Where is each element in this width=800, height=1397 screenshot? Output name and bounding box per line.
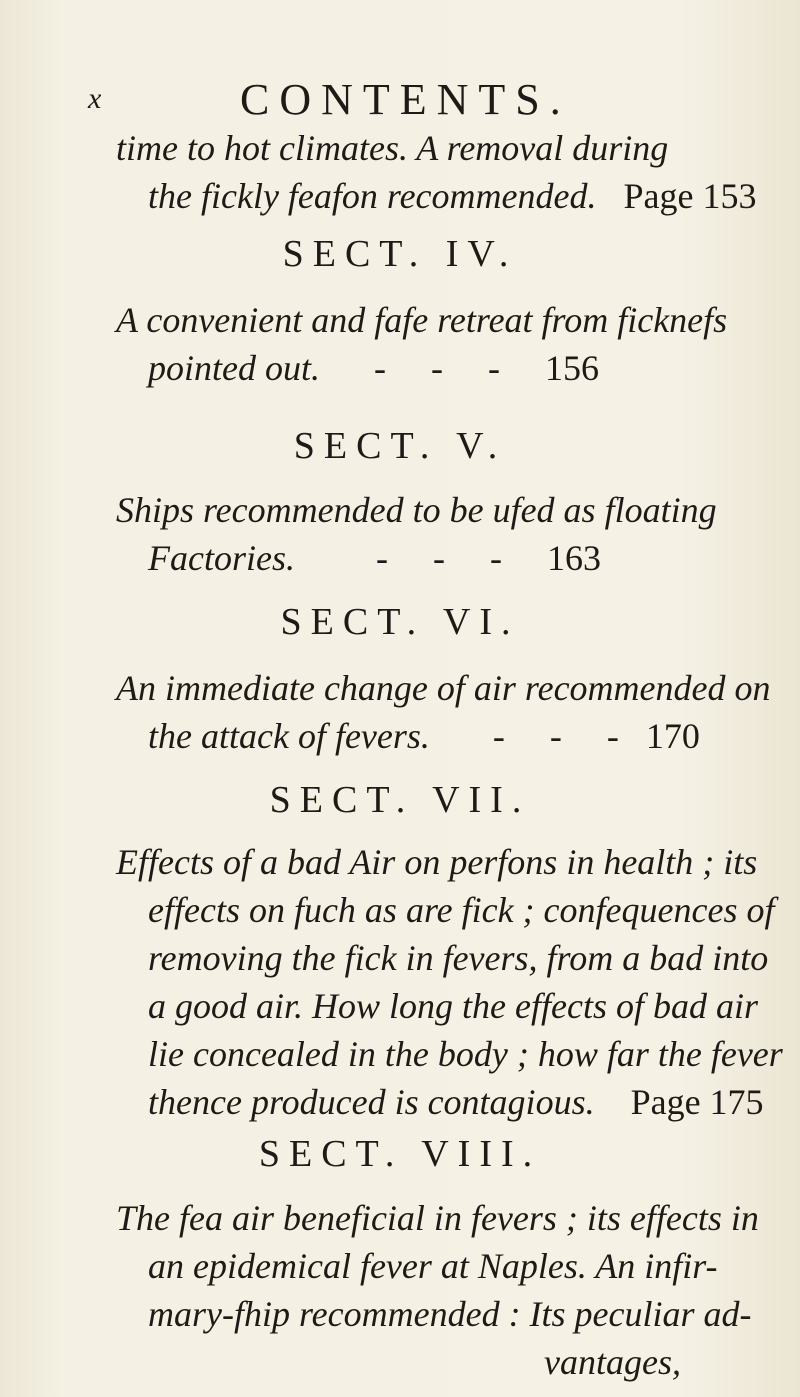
toc-entry xyxy=(116,296,736,392)
entry-line: Factories. - - - 163 xyxy=(148,538,601,578)
entry-line: lie concealed in the body ; how far the fever xyxy=(148,1034,783,1074)
entry-line: the fickly feafon recommended. Page 153 xyxy=(148,176,757,216)
entry-line: Effects of a bad Air on perfons in health ; its xyxy=(116,842,758,882)
page-ref: Page 175 xyxy=(630,1082,764,1122)
section-heading: SECT. VI. xyxy=(280,601,520,643)
page-ref: Page 153 xyxy=(623,176,757,216)
entry-line: The fea air beneficial in fevers ; its effects in xyxy=(116,1198,759,1238)
page-ref: 170 xyxy=(645,716,700,756)
entry-line: A convenient and fafe retreat from ficknefs xyxy=(116,300,728,340)
entry-line: An immediate change of air recommended on xyxy=(116,668,771,708)
entry-line: thence produced is contagious. Page 175 xyxy=(148,1082,764,1122)
section-heading: SECT. IV. xyxy=(282,233,518,275)
entry-line: pointed out. - - - 156 xyxy=(148,348,599,388)
toc-entry xyxy=(116,1194,759,1386)
section-heading: SECT. VIII. xyxy=(258,1133,542,1175)
entry-line: the attack of fevers. - - - 170 xyxy=(148,716,700,756)
entry-line: Ships recommended to be ufed as floating xyxy=(116,490,717,530)
toc-entry xyxy=(116,838,783,1126)
entry-line: a good air. How long the effects of bad air xyxy=(148,986,758,1026)
catchword: vantages, xyxy=(544,1342,681,1382)
page-ref: 163 xyxy=(546,538,601,578)
section-heading: SECT. V. xyxy=(293,425,507,467)
entry-line: mary-fhip recommended : Its peculiar ad- xyxy=(148,1294,752,1334)
entry-line: removing the fick in fevers, from a bad into xyxy=(148,938,769,978)
toc-entry xyxy=(116,664,771,760)
toc-entry xyxy=(116,486,736,582)
running-head: CONTENTS. xyxy=(240,75,571,124)
page-ref: 156 xyxy=(544,348,599,388)
section-heading: SECT. VII. xyxy=(269,779,531,821)
entry-line: time to hot climates. A removal during xyxy=(116,128,669,168)
entry-line: effects on fuch as are fick ; confequences of xyxy=(148,890,775,930)
toc-entry xyxy=(116,124,757,220)
entry-line: an epidemical fever at Naples. An infir- xyxy=(148,1246,718,1286)
page-numeral: x xyxy=(88,82,102,115)
